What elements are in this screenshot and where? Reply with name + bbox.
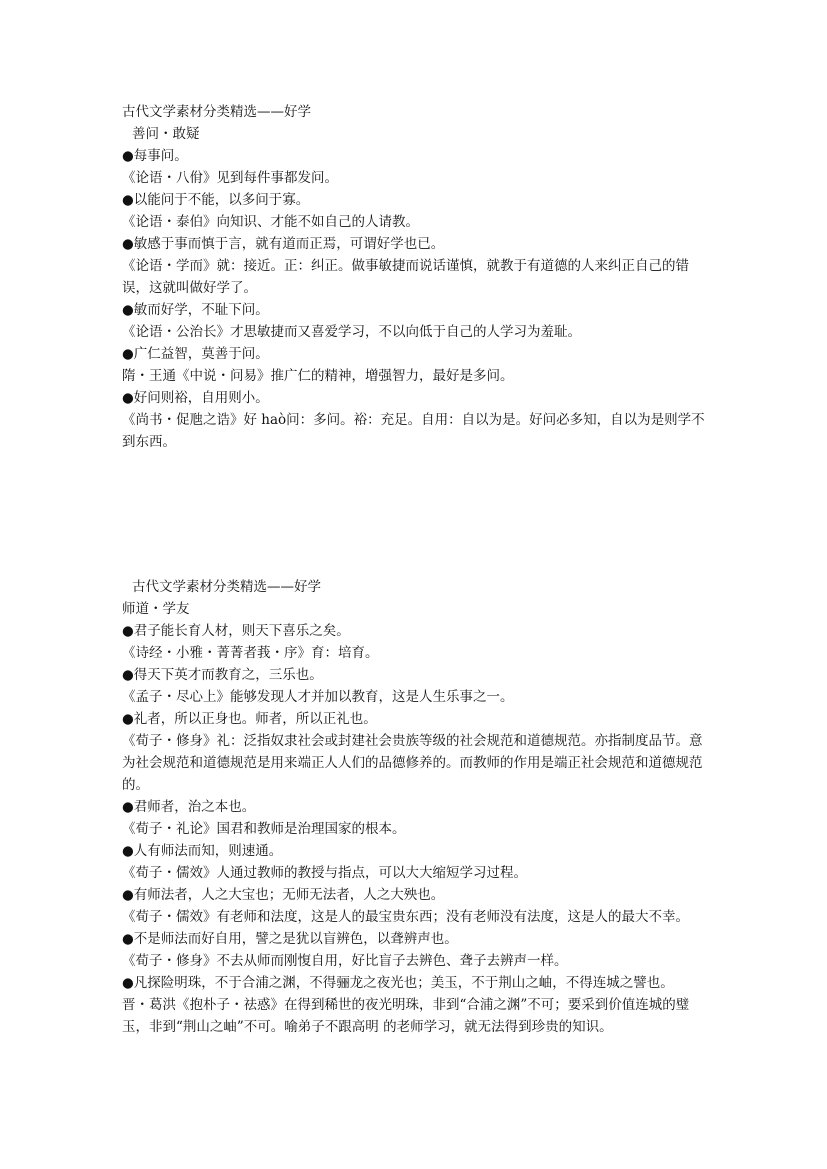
section-teachers-friends	[122, 576, 712, 1038]
quote-line: ●敏感于事而慎于言，就有道而正焉，可谓好学也已。	[122, 236, 445, 252]
quote-line: ●敏而好学，不耻下问。	[122, 302, 269, 318]
section2-title: 古代文学素材分类精选——好学	[132, 579, 321, 595]
explanation-line: 《荀子・儒效》人通过教师的教授与指点，可以大大缩短学习过程。	[122, 865, 527, 881]
explanation-line: 《荀子・儒效》有老师和法度，这是人的最宝贵东西；没有老师没有法度，这是人的最大不幸。	[122, 909, 689, 925]
explanation-line: 《荀子・修身》礼：泛指奴隶社会或封建社会贵族等级的社会规范和道德规范。亦指制度品节。意为社会规范和道德规范是用来端正人人们的品德修养的。而教师的作用是端正社会规范和道德规范的。	[122, 733, 703, 793]
section-good-questions	[122, 101, 712, 453]
explanation-line: 《论语・学而》就：接近。正：纠正。做事敏捷而说话谨慎，就教于有道德的人来纠正自己的错误，这就叫做好学了。	[122, 258, 689, 296]
explanation-line: 《孟子・尽心上》能够发现人才并加以教育，这是人生乐事之一。	[122, 689, 514, 705]
section2-subtitle: 师道・学友	[122, 601, 190, 617]
explanation-line: 晋・葛洪《抱朴子・祛惑》在得到稀世的夜光明珠，非到“合浦之渊”不可；要采到价值连城的璧玉，非到“荆山之岫”不可。喻弟子不跟高明 的老师学习，就无法得到珍贵的知识。	[122, 997, 690, 1035]
explanation-line: 《论语・泰伯》向知识、才能不如自己的人请教。	[122, 214, 419, 230]
quote-line: ●好问则裕，自用则小。	[122, 390, 269, 406]
explanation-line: 《荀子・修身》不去从师而刚愎自用，好比盲子去辨色、聋子去辨声一样。	[122, 953, 568, 969]
quote-line: ●君师者，治之本也。	[122, 799, 256, 815]
explanation-line: 《荀子・礼论》国君和教师是治理国家的根本。	[122, 821, 406, 837]
quote-line: ●凡探险明珠，不于合浦之渊，不得骊龙之夜光也；美玉，不于荆山之岫，不得连城之譬也。	[122, 975, 674, 991]
quote-line: ●得天下英才而教育之，三乐也。	[122, 667, 323, 683]
quote-line: ●人有师法而知，则速通。	[122, 843, 283, 859]
quote-line: ●以能问于不能，以多问于寡。	[122, 192, 310, 208]
explanation-line: 隋・王通《中说・问易》推广仁的精神，增强智力，最好是多问。	[122, 368, 514, 384]
quote-line: ●不是师法而好自用，譬之是犹以盲辨色，以聋辨声也。	[122, 931, 458, 947]
explanation-line: 《诗经・小雅・菁菁者莪・序》育：培育。	[122, 645, 379, 661]
explanation-line: 《论语・公治长》才思敏捷而又喜爱学习，不以向低于自己的人学习为羞耻。	[122, 324, 581, 340]
quote-line: ●每事问。	[122, 148, 188, 164]
quote-line: ●君子能长育人材，则天下喜乐之矣。	[122, 623, 350, 639]
explanation-line: 《论语・八佾》见到每件事都发问。	[122, 170, 338, 186]
quote-line: ●礼者，所以正身也。师者，所以正礼也。	[122, 711, 377, 727]
quote-line: ●广仁益智，莫善于问。	[122, 346, 269, 362]
explanation-line: 《尚书・促虺之诰》好 haò问：多问。裕：充足。自用：自以为是。好问必多知，自以为是则学不到东西。	[122, 412, 705, 450]
section1-subtitle: 善问・敢疑	[132, 126, 200, 142]
section1-title: 古代文学素材分类精选——好学	[122, 104, 311, 120]
quote-line: ●有师法者，人之大宝也；无师无法者，人之大殃也。	[122, 887, 445, 903]
